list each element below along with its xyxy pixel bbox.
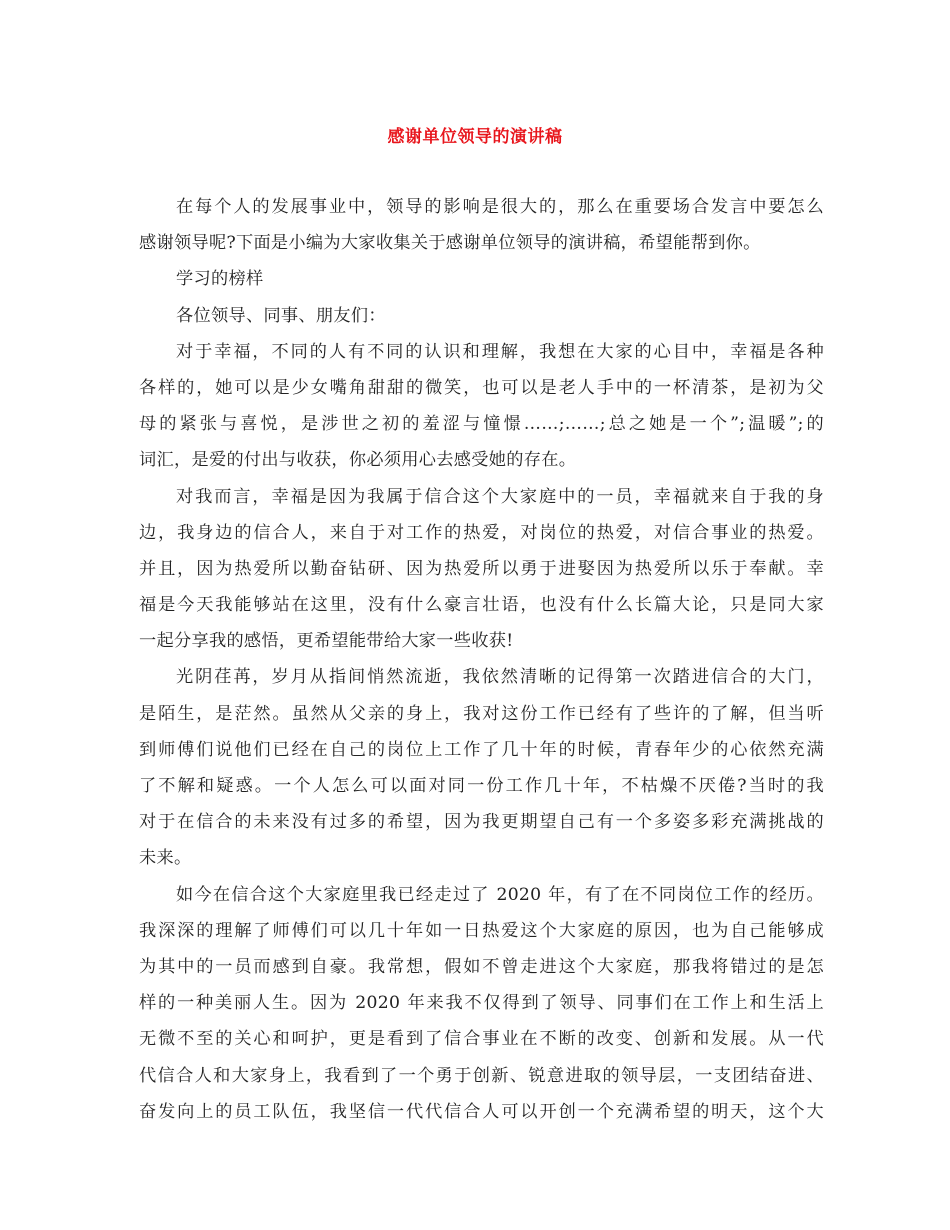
text-line: 为其中的一员而感到自豪。我常想，假如不曾走进这个大家庭，那我将错过的是怎 [139,956,824,977]
text-line: 边，我身边的信合人，来自于对工作的热爱，对岗位的热爱，对信合事业的热爱。 [139,522,824,543]
text-line: 并且，因为热爱所以勤奋钻研、因为热爱所以勇于进娶因为热爱所以乐于奉献。幸 [139,558,824,579]
text-line: 对于在信合的未来没有过多的希望，因为我更期望自己有一个多姿多彩充满挑战的 [139,812,824,833]
text-line: 各样的，她可以是少女嘴角甜甜的微笑，也可以是老人手中的一杯清茶，是初为父 [139,377,824,398]
text-line: 感谢领导呢?下面是小编为大家收集关于感谢单位领导的演讲稿，希望能帮到你。 [139,233,761,254]
text-line: 了不解和疑惑。一个人怎么可以面对同一份工作几十年，不枯燥不厌倦?当时的我 [139,776,824,796]
text-line: 如今在信合这个大家庭里我已经走过了 2020 年，有了在不同岗位工作的经历。 [176,884,824,905]
text-line: 一起分享我的感悟，更希望能带给大家一些收获! [139,631,514,652]
text-line: 福是今天我能够站在这里，没有什么豪言壮语，也没有什么长篇大论，只是同大家 [139,595,824,616]
text-line: 样的一种美丽人生。因为 2020 年来我不仅得到了领导、同事们在工作上和生活上 [139,993,824,1014]
text-line: 代信合人和大家身上，我看到了一个勇于创新、锐意进取的领导层，一支团结奋进、 [139,1065,824,1086]
text-line: 到师傅们说他们已经在自己的岗位上工作了几十年的时候，青春年少的心依然充满 [139,739,824,760]
text-line: 无微不至的关心和呵护，更是看到了信合事业在不断的改变、创新和发展。从一代 [139,1029,824,1050]
text-line: 我深深的理解了师傅们可以几十年如一日热爱这个大家庭的原因，也为自己能够成 [139,920,824,941]
text-line: 未来。 [139,848,192,869]
text-line: 是陌生，是茫然。虽然从父亲的身上，我对这份工作已经有了些许的了解，但当听 [139,703,824,724]
text-line: 词汇，是爱的付出与收获，你必须用心去感受她的存在。 [139,450,577,471]
text-line: 奋发向上的员工队伍，我坚信一代代信合人可以开创一个充满希望的明天，这个大 [139,1101,824,1122]
text-line: 在每个人的发展事业中，领导的影响是很大的，那么在重要场合发言中要怎么 [176,197,824,217]
text-line: 母的紧张与喜悦，是涉世之初的羞涩与憧憬……;……;总之她是一个”;温暖”;的 [139,414,824,435]
document-body [139,189,824,1130]
text-line: 对我而言，幸福是因为我属于信合这个大家庭中的一员，幸福就来自于我的身 [176,486,824,507]
text-line: 学习的榜样 [176,269,264,290]
text-line: 光阴荏苒，岁月从指间悄然流逝，我依然清晰的记得第一次踏进信合的大门， [176,667,824,688]
text-line: 各位领导、同事、朋友们： [176,305,386,326]
document-title: 感谢单位领导的演讲稿 [387,127,563,147]
text-line: 对于幸福，不同的人有不同的认识和理解，我想在大家的心目中，幸福是各种 [176,341,824,362]
